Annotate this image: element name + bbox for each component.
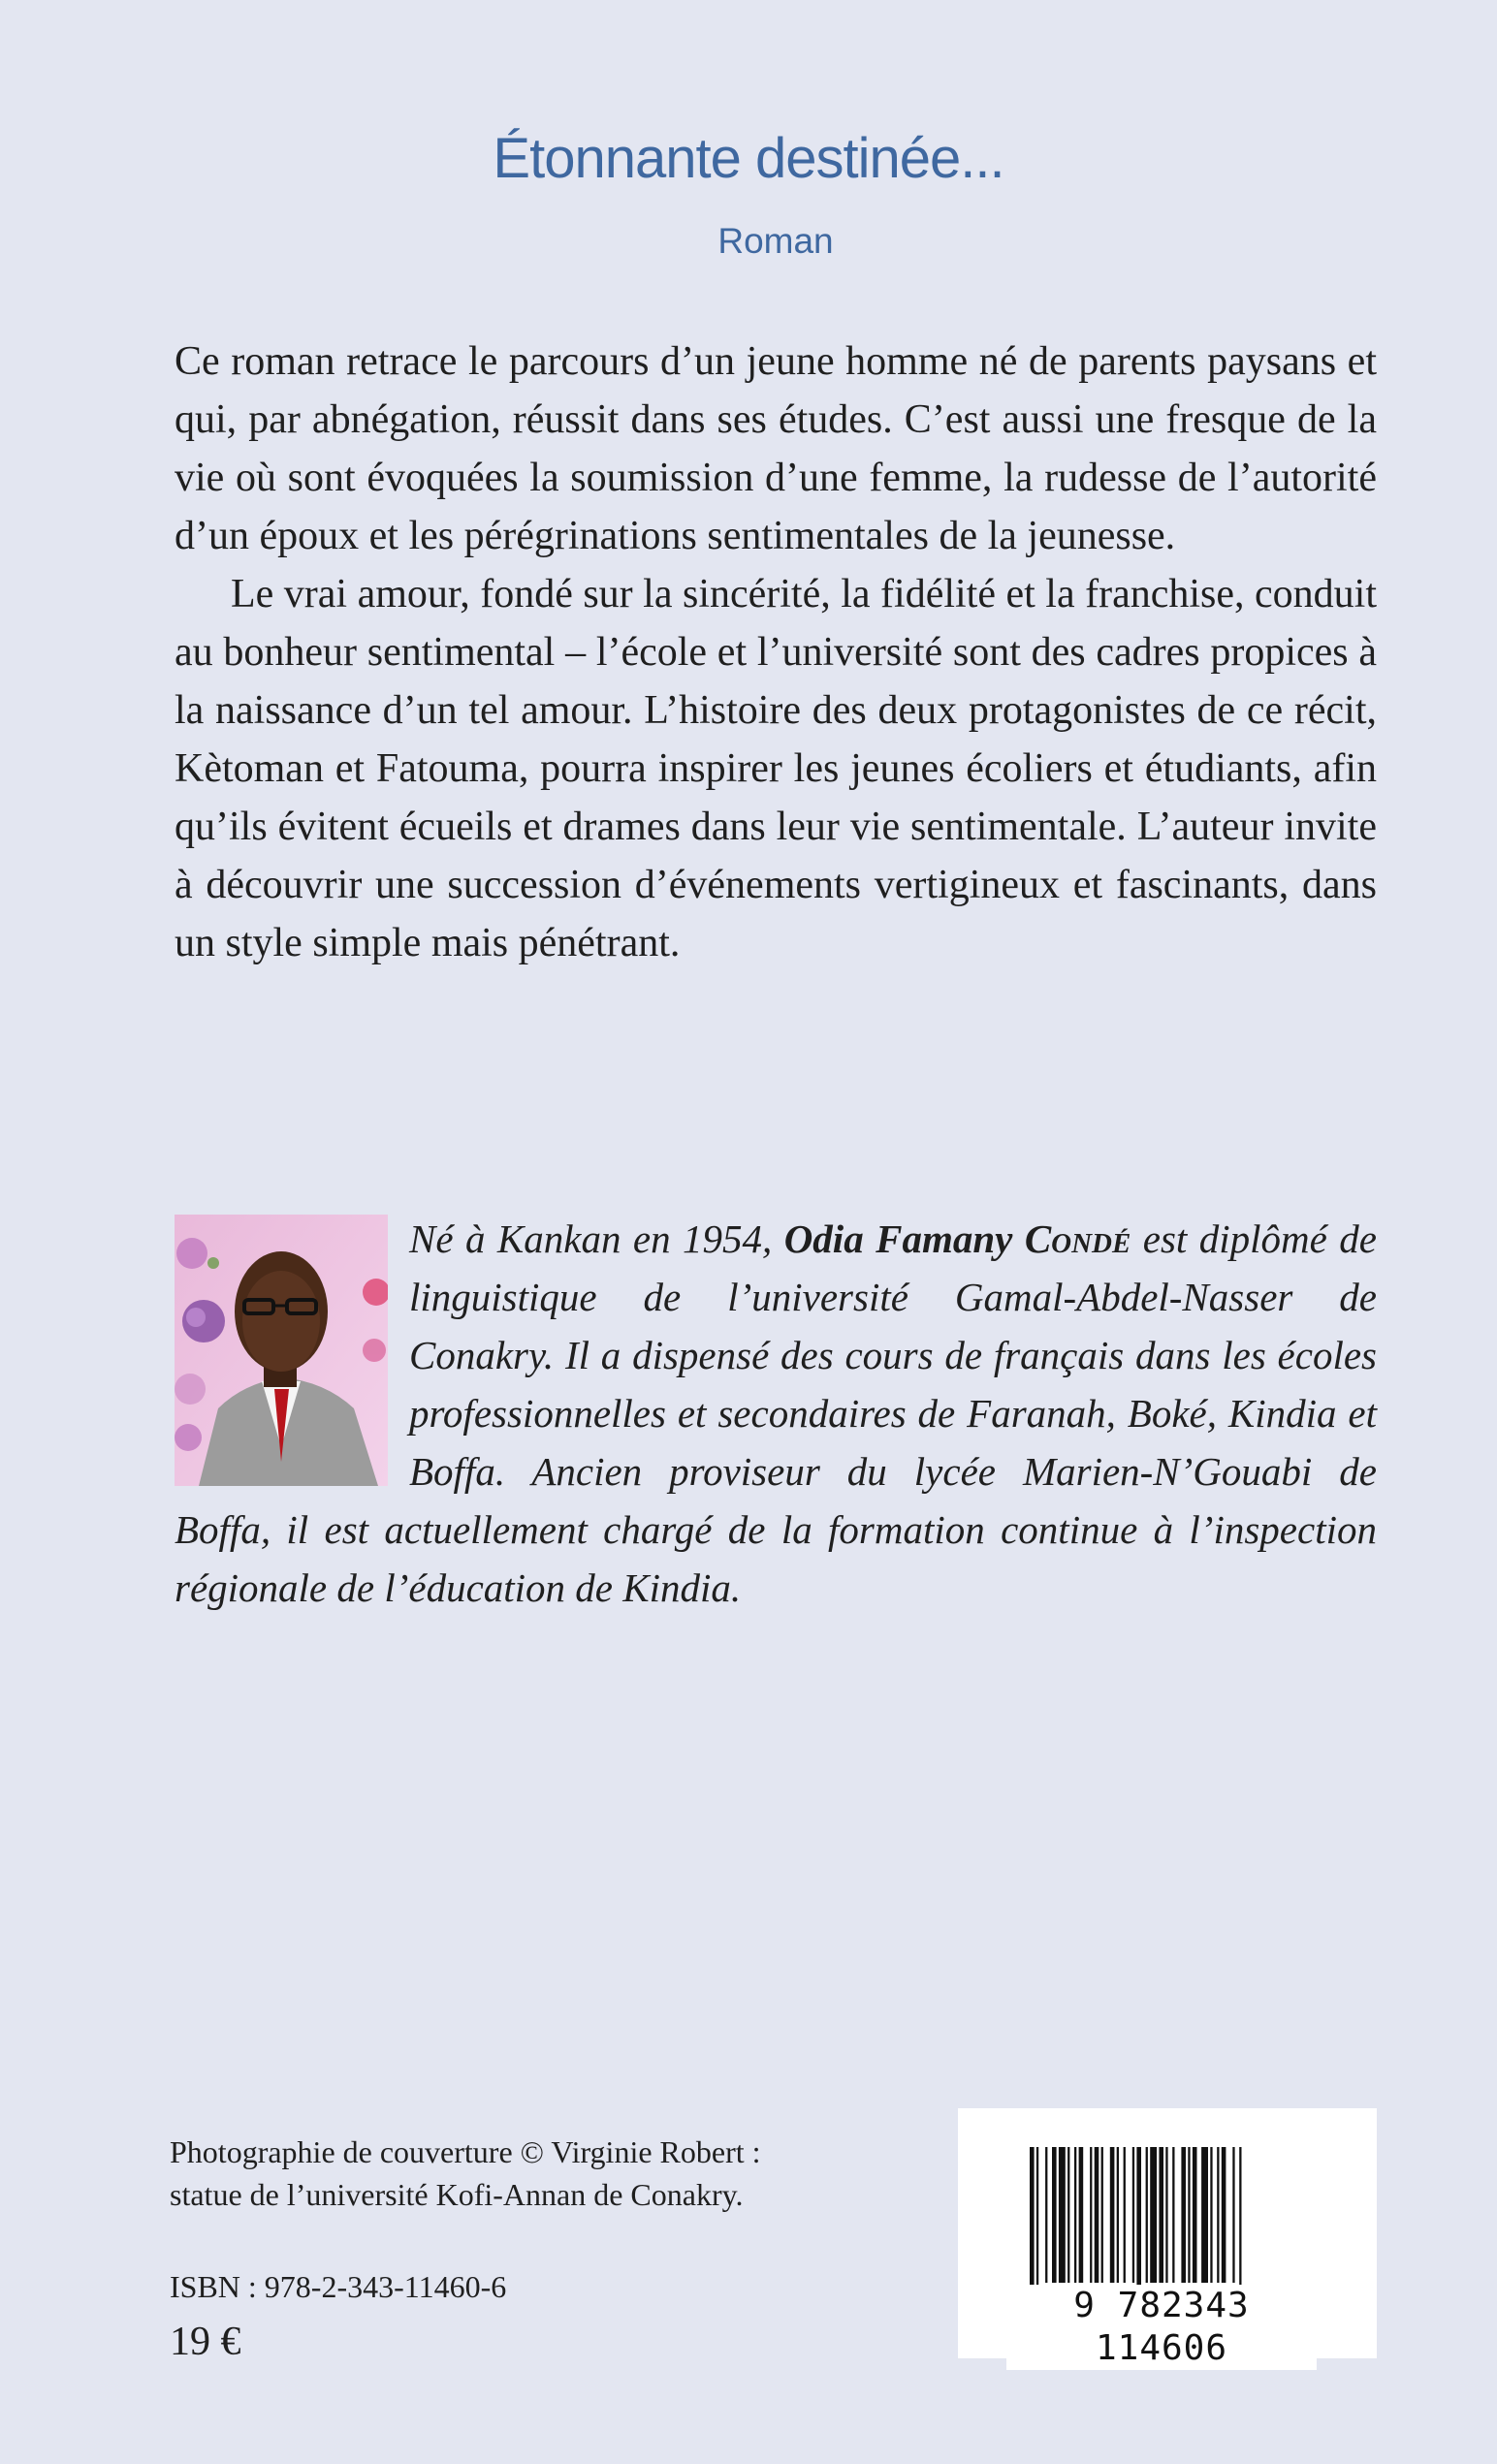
book-genre: Roman — [717, 221, 834, 261]
barcode-bar — [1232, 2147, 1234, 2283]
barcode-bar — [1090, 2147, 1092, 2283]
barcode-bar — [1150, 2147, 1157, 2283]
barcode-bar — [1136, 2147, 1141, 2302]
barcode — [958, 2108, 1377, 2368]
photo-credit-line-2: statue de l’université Kofi-Annan de Conakry. — [170, 2177, 744, 2212]
barcode-bar — [1036, 2147, 1038, 2302]
barcode-bar — [1045, 2147, 1047, 2283]
price-label: 19 € — [170, 2320, 241, 2364]
barcode-bar — [1059, 2147, 1066, 2283]
barcode-bar — [1172, 2147, 1174, 2283]
barcode-bar — [1146, 2147, 1148, 2283]
barcode-bar — [1217, 2147, 1219, 2283]
barcode-bar — [1124, 2147, 1126, 2283]
barcode-bars — [1026, 2147, 1317, 2302]
barcode-bar — [1052, 2147, 1057, 2283]
barcode-bar — [1159, 2147, 1163, 2283]
author-portrait-image — [175, 1215, 388, 1486]
barcode-bar — [1132, 2147, 1134, 2283]
barcode-bar — [1222, 2147, 1226, 2283]
bio-intro: Né à Kankan en 1954, — [409, 1216, 784, 1261]
barcode-bar — [1188, 2147, 1190, 2283]
synopsis-paragraph-1: Ce roman retrace le parcours d’un jeune homme né de parents paysans et qui, par abnégation, réussit dans ses études. C’est aussi une fresque de la vie où sont évoquées la soumission d’une femme, la rudesse de l’autorité d’un époux et les pérégrinations sentimentales de la jeunesse. — [175, 339, 1377, 558]
photo-credit — [170, 2131, 907, 2216]
author-first-name: Odia Famany — [783, 1216, 1025, 1261]
barcode-bar — [1165, 2147, 1167, 2283]
barcode-bar — [1193, 2147, 1197, 2283]
barcode-bar — [1239, 2147, 1241, 2302]
isbn-label: ISBN : 978-2-343-11460-6 — [170, 2269, 507, 2304]
barcode-bar — [1181, 2147, 1186, 2283]
bio-text: est diplômé de linguistique de l’université Gamal-Abdel-Nasser de Conakry. Il a dispensé des cours de français dans les écoles professionnelles et secondaires de Faranah, Boké, Kindia et Boffa. Ancien proviseur du lycée Marien-N’Gouabi de Boffa, il est actuellement chargé de la formation continue à l’inspection régionale de l’éducation de Kindia. — [175, 1216, 1377, 1610]
barcode-bar — [1110, 2147, 1115, 2283]
barcode-bar — [1117, 2147, 1119, 2283]
barcode-bar — [1201, 2147, 1208, 2283]
barcode-bar — [1101, 2147, 1103, 2283]
author-last-name: Condé — [1024, 1216, 1131, 1261]
synopsis-paragraph-2: Le vrai amour, fondé sur la sincérité, la fidélité et la franchise, conduit au bonheur sentimental – l’école et l’université sont des cadres propices à la naissance d’un tel amour. L’histoire des deux protagonistes de ce récit, Kètoman et Fatouma, pourra inspirer les jeunes écoliers et étudiants, afin qu’ils évitent écueils et drames dans leur vie sentimentale. L’auteur invite à découvrir une succession d’événements vertigineux et fascinants, dans un style simple mais pénétrant. — [175, 572, 1378, 965]
barcode-bar — [1030, 2147, 1035, 2302]
barcode-bar — [1074, 2147, 1076, 2283]
barcode-digits: 9 782343 114606 — [1006, 2285, 1317, 2370]
barcode-bar — [1210, 2147, 1212, 2283]
book-title: Étonnante destinée... — [493, 127, 1004, 190]
barcode-bar — [1079, 2147, 1084, 2283]
barcode-bar — [1095, 2147, 1099, 2283]
author-photo — [175, 1215, 388, 1486]
barcode-bar — [1067, 2147, 1069, 2283]
photo-credit-line-1: Photographie de couverture © Virginie Robert : — [170, 2134, 761, 2169]
synopsis — [175, 332, 1377, 972]
